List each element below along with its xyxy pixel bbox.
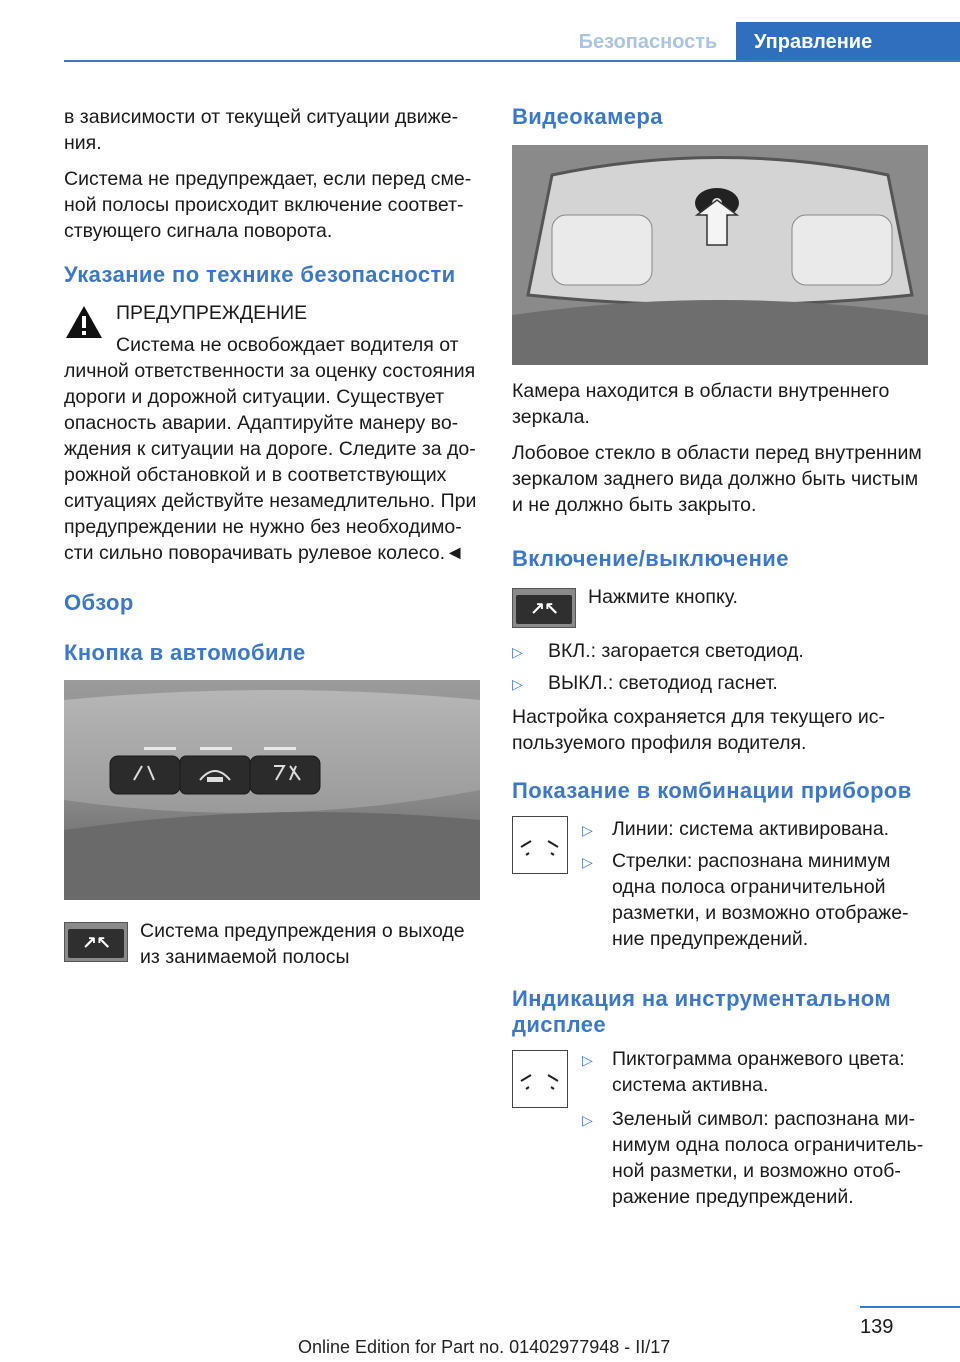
display-item-2-line: Зеленый символ: распознана ми-	[612, 1108, 916, 1130]
triangle-bullet-icon: ▷	[512, 676, 523, 692]
overview-heading: Обзор	[64, 590, 134, 615]
lane-lines-icon	[513, 1051, 566, 1106]
warning-line: ситуациях действуйте незамедлительно. При	[64, 490, 477, 512]
display-item-2-line: ражение предупреждений.	[612, 1186, 854, 1208]
off-item: ВЫКЛ.: светодиод гаснет.	[548, 672, 778, 694]
no-warning-line-3: ствующего сигнала поворота.	[64, 220, 333, 242]
camera-p2-line: зеркалом заднего вида должно быть чистым	[512, 468, 919, 490]
camera-p2-line: Лобовое стекло в области перед внутренним	[512, 442, 922, 464]
camera-photo	[512, 145, 928, 365]
lane-caption	[140, 918, 480, 970]
edition-text: Online Edition for Part no. 01402977948 - II/17	[298, 1337, 671, 1357]
display-lane-lines-image	[512, 1050, 568, 1108]
display-heading-line-1: Индикация на инструментальном	[512, 986, 892, 1011]
footer-rule	[860, 1306, 960, 1308]
car-buttons-photo	[64, 680, 480, 900]
display-item-1-line: Пиктограмма оранжевого цвета:	[612, 1048, 905, 1070]
cluster-item-2	[612, 848, 932, 952]
warning-triangle-icon	[64, 304, 104, 340]
triangle-bullet-icon: ▷	[582, 854, 593, 870]
lane-departure-icon: ↗↖	[81, 933, 111, 954]
cluster-lane-lines-image	[512, 816, 568, 874]
cluster-item-2-line: Стрелки: распознана минимум	[612, 850, 891, 872]
warning-first-line: Система не освобождает водителя от	[116, 334, 459, 356]
lane-caption-line-1: Система предупреждения о выходе	[140, 920, 465, 942]
intro-line-1: в зависимости от текущей ситуации движе-	[64, 106, 459, 128]
setting-line: Настройка сохраняется для текущего ис-	[512, 706, 885, 728]
camera-p1-line: зеркала.	[512, 406, 590, 428]
lane-caption-line-2: из занимаемой полосы	[140, 946, 350, 968]
display-item-2-line: ной разметки, и возможно отоб-	[612, 1160, 901, 1182]
lane-lines-icon	[513, 817, 566, 872]
header-rule	[64, 60, 960, 62]
cluster-item-1: Линии: система активирована.	[612, 818, 890, 840]
button-heading: Кнопка в автомобиле	[64, 640, 306, 665]
display-item-1-line: система активна.	[612, 1074, 769, 1096]
warning-line: дороги и дорожной ситуации. Существует	[64, 386, 445, 408]
page-number: 139	[860, 1316, 894, 1338]
no-warning-line-2: ной полосы происходит включение соответ-	[64, 194, 464, 216]
warning-line: предупреждении не нужно без необходимо-	[64, 516, 462, 538]
lane-departure-icon: ↗↖	[529, 599, 559, 620]
triangle-bullet-icon: ▷	[582, 822, 593, 838]
safety-heading: Указание по технике безопасности	[64, 262, 456, 287]
warning-line: опасность аварии. Адаптируйте манеру во-	[64, 412, 459, 434]
camera-p1-line: Камера находится в области внутреннего	[512, 380, 890, 402]
onoff-heading: Включение/выключение	[512, 546, 789, 571]
setting-line: пользуемого профиля водителя.	[512, 732, 807, 754]
lane-button-image	[64, 922, 128, 962]
display-item-2	[612, 1106, 932, 1210]
on-item: ВКЛ.: загорается светодиод.	[548, 640, 804, 662]
display-heading-line-2: дисплее	[512, 1012, 606, 1037]
triangle-bullet-icon: ▷	[512, 644, 523, 660]
warning-line: сти сильно поворачивать рулевое колесо.◄	[64, 542, 465, 564]
header-section-tab[interactable]: Безопасность	[578, 31, 718, 53]
triangle-bullet-icon: ▷	[582, 1052, 593, 1068]
no-warning-line-1: Система не предупреждает, если перед сме-	[64, 168, 472, 190]
left-intro	[64, 104, 484, 244]
cluster-heading: Показание в комбинации приборов	[512, 778, 912, 803]
camera-p2-line: и не должно быть закрыто.	[512, 494, 757, 516]
setting-text	[512, 704, 932, 756]
press-button-text: Нажмите кнопку.	[588, 586, 738, 608]
camera-text	[512, 378, 932, 518]
onoff-button-image	[512, 588, 576, 628]
display-heading	[512, 986, 891, 1038]
warning-line: ждения к ситуации на дороге. Следите за до-	[64, 438, 476, 460]
warning-line: рожной обстановкой и в соответствующих	[64, 464, 447, 486]
cluster-item-2-line: разметки, и возможно отображе-	[612, 902, 909, 924]
display-item-1	[612, 1046, 932, 1098]
camera-heading: Видеокамера	[512, 104, 663, 129]
warning-line: личной ответственности за оценку состояния	[64, 360, 476, 382]
header-chapter-tab[interactable]: Управление	[736, 22, 960, 62]
cluster-item-2-line: одна полоса ограничительной	[612, 876, 886, 898]
cluster-item-2-line: ние предупреждений.	[612, 928, 809, 950]
intro-line-2: ния.	[64, 132, 102, 154]
display-item-2-line: нимум одна полоса ограничитель-	[612, 1134, 924, 1156]
warning-label: ПРЕДУПРЕЖДЕНИЕ	[116, 302, 308, 324]
triangle-bullet-icon: ▷	[582, 1112, 593, 1128]
warning-body	[64, 358, 484, 566]
